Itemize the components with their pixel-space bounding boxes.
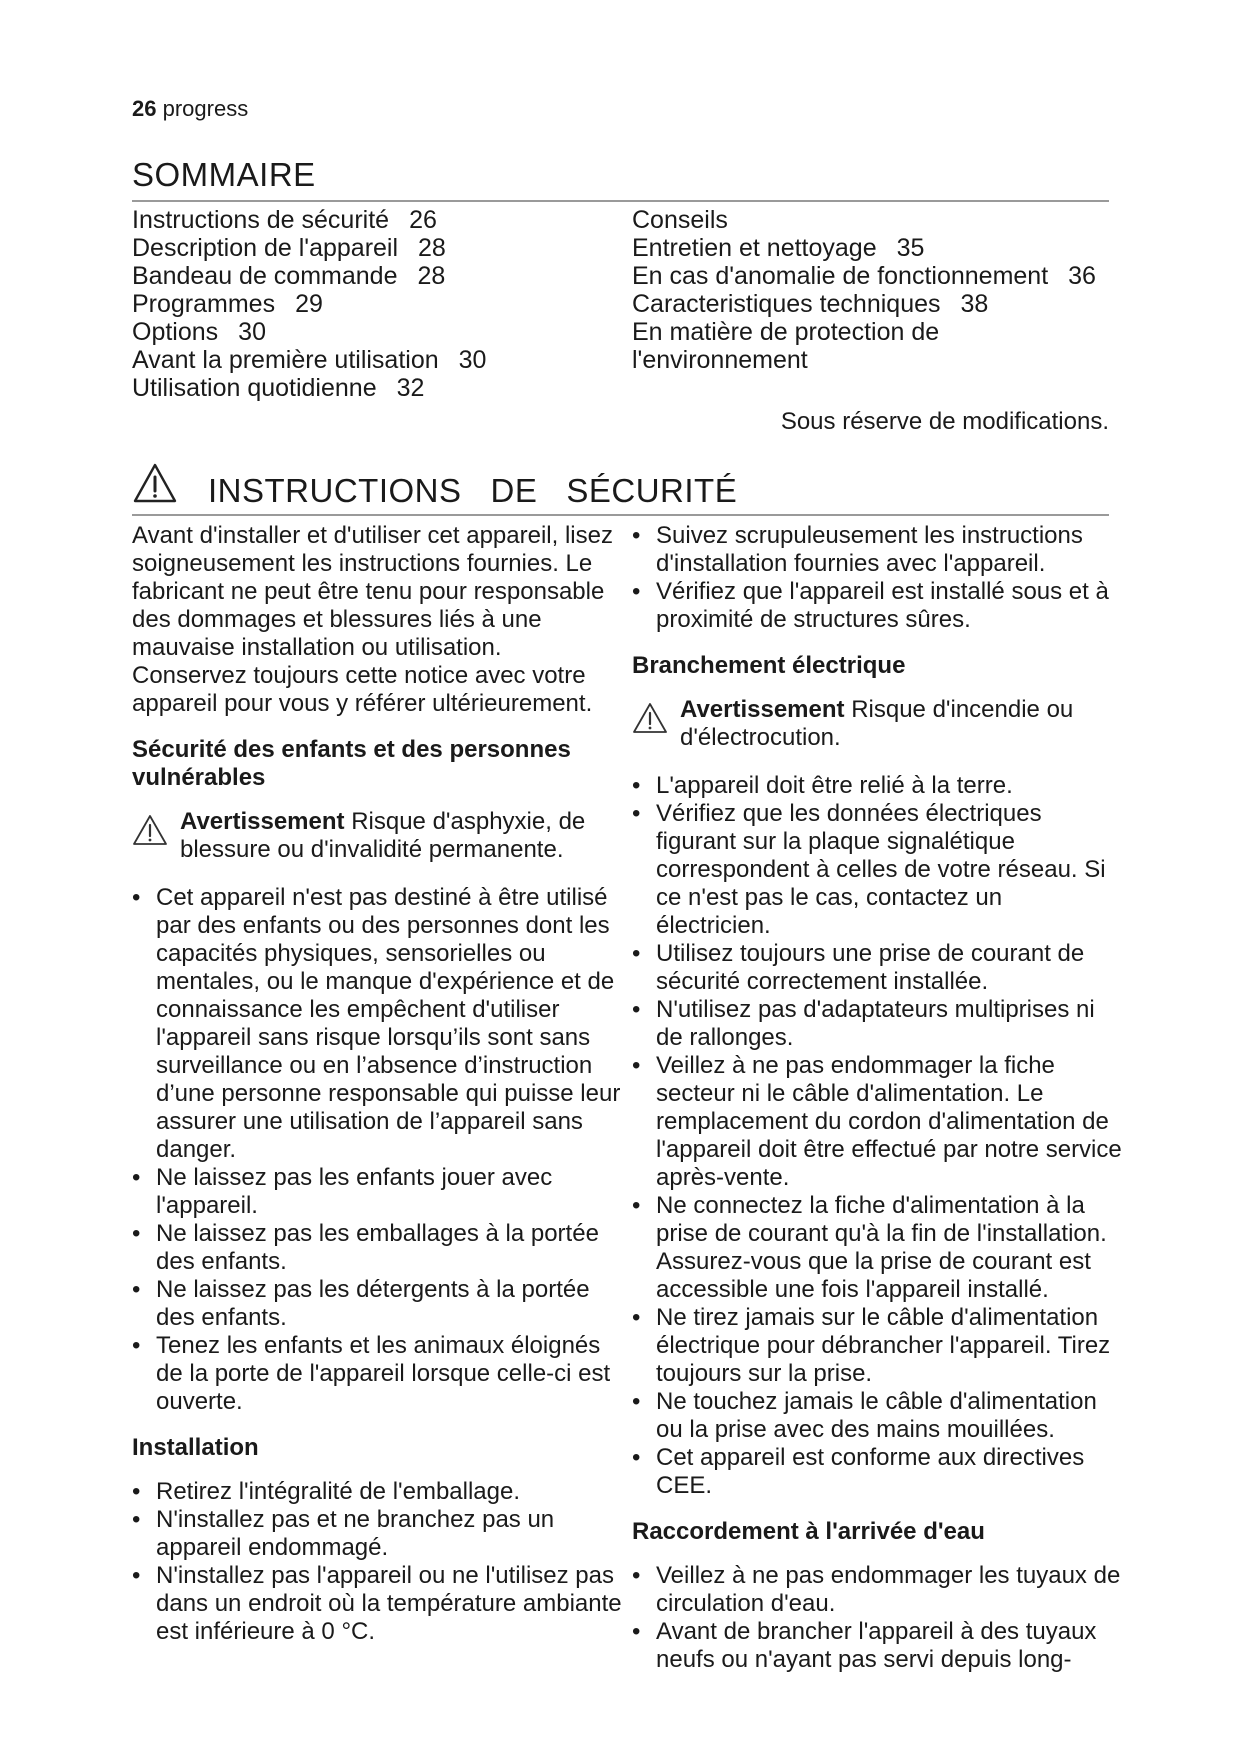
list-item: • Vérifiez que les données électriques figurant sur la plaque signalétique correspondent à celles de votre réseau. Si ce n'est pas le cas, contactez un électricien.: [632, 800, 1122, 940]
list-item: • Ne touchez jamais le câble d'alimentation ou la prise avec des mains mouillées.: [632, 1388, 1122, 1444]
list-item: • L'appareil doit être relié à la terre.: [632, 772, 1122, 800]
list-item: • N'installez pas l'appareil ou ne l'utilisez pas dans un endroit où la température ambiante est inférieure à 0 °C.: [132, 1562, 622, 1646]
list-item: • Ne tirez jamais sur le câble d'alimentation électrique pour débrancher l'appareil. Tirez toujours sur la prise.: [632, 1304, 1122, 1388]
toc-item[interactable]: Utilisation quotidienne 32: [132, 374, 425, 402]
right-column: [632, 522, 1122, 1692]
reserve-note: Sous réserve de modifications.: [780, 408, 1109, 435]
toc-item[interactable]: Description de l'appareil 28: [132, 234, 446, 262]
warning-label: Avertissement: [180, 808, 345, 835]
page-header: [132, 96, 248, 122]
list-item: • Utilisez toujours une prise de courant de sécurité correctement installée.: [632, 940, 1122, 996]
warning-icon: [632, 702, 668, 734]
list-item: • N'installez pas et ne branchez pas un appareil endommagé.: [132, 1506, 622, 1562]
page-number: 26: [132, 96, 157, 121]
toc-item[interactable]: Avant la première utilisation 30: [132, 346, 487, 374]
toc-item[interactable]: Instructions de sécurité 26: [132, 206, 437, 234]
list-item: • Veillez à ne pas endommager les tuyaux de circulation d'eau.: [632, 1562, 1122, 1618]
toc-item[interactable]: Programmes 29: [132, 290, 323, 318]
safety-title: INSTRUCTIONS DE SÉCURITÉ: [208, 472, 738, 509]
list-item: • Veillez à ne pas endommager la fiche secteur ni le câble d'alimentation. Le remplacement du cordon d'alimentation de l'appareil doit être effectué par notre service après-vente.: [632, 1052, 1122, 1192]
toc-item[interactable]: Conseils: [632, 206, 728, 234]
toc-item[interactable]: Bandeau de commande 28: [132, 262, 446, 290]
toc-right: [632, 206, 1096, 374]
list-item: • Ne connectez la fiche d'alimentation à la prise de courant qu'à la fin de l'installation. Assurez-vous que la prise de courant est accessible une fois l'appareil installé.: [632, 1192, 1122, 1304]
water-heading: Raccordement à l'arrivée d'eau: [632, 1518, 985, 1545]
list-item: • Ne laissez pas les détergents à la portée des enfants.: [132, 1276, 622, 1332]
warning-text: Risque d'asphyxie, de blessure ou d'invalidité permanente.: [180, 808, 586, 863]
toc-item[interactable]: En cas d'anomalie de fonctionnement 36: [632, 262, 1096, 290]
children-warning: [132, 808, 622, 864]
water-list: [632, 1562, 1122, 1674]
warning-label: Avertissement: [680, 696, 845, 723]
list-item: • Tenez les enfants et les animaux éloignés de la porte de l'appareil lorsque celle-ci est ouverte.: [132, 1332, 622, 1416]
brand-name: progress: [162, 96, 249, 121]
toc-item[interactable]: En matière de protection de: [632, 318, 940, 346]
children-heading: Sécurité des enfants et des personnes vulnérables: [132, 736, 571, 791]
warning-icon: [132, 814, 168, 846]
installation-list-continued: [632, 522, 1122, 634]
list-item: • Cet appareil est conforme aux directives CEE.: [632, 1444, 1122, 1500]
warning-triangle-icon: [132, 462, 178, 504]
list-item: • Ne laissez pas les enfants jouer avec l'appareil.: [132, 1164, 622, 1220]
list-item: • Vérifiez que l'appareil est installé sous et à proximité de structures sûres.: [632, 578, 1122, 634]
list-item: • N'utilisez pas d'adaptateurs multiprises ni de rallonges.: [632, 996, 1122, 1052]
list-item: • Cet appareil n'est pas destiné à être utilisé par des enfants ou des personnes dont les capacités physiques, sensorielles ou mentales, ou le manque d'expérience et de connaissance les empêchent d'utiliser l'appareil sans risque lorsqu’ils sont sans surveillance ou en l’absence d’instruction d’une personne responsable qui puisse leur assurer une utilisation de l’appareil sans danger.: [132, 884, 622, 1164]
toc-item[interactable]: l'environnement: [632, 346, 808, 374]
toc-item[interactable]: Entretien et nettoyage 35: [632, 234, 925, 262]
installation-heading: Installation: [132, 1434, 259, 1461]
list-item: • Suivez scrupuleusement les instructions d'installation fournies avec l'appareil.: [632, 522, 1122, 578]
list-item: • Avant de brancher l'appareil à des tuyaux neufs ou n'ayant pas servi depuis long-: [632, 1618, 1122, 1674]
list-item: • Ne laissez pas les emballages à la portée des enfants.: [132, 1220, 622, 1276]
installation-list: [132, 1478, 622, 1646]
electric-heading: Branchement électrique: [632, 652, 906, 679]
electric-warning: [632, 696, 1122, 752]
toc-item[interactable]: Caracteristiques techniques 38: [632, 290, 989, 318]
toc-item[interactable]: Options 30: [132, 318, 266, 346]
intro-paragraph: Avant d'installer et d'utiliser cet appareil, lisez soigneusement les instructions fournies. Le fabricant ne peut être tenu pour responsable des dommages et blessures liés à une mauvaise installation ou utilisation. Conservez toujours cette notice avec votre appareil pour vous y référer ultérieurement.: [132, 522, 613, 717]
list-item: • Retirez l'intégralité de l'emballage.: [132, 1478, 622, 1506]
children-list: [132, 884, 622, 1416]
safety-rule: [132, 514, 1109, 516]
toc-left: [132, 206, 486, 402]
sommaire-title: SOMMAIRE: [132, 156, 316, 193]
warning-text: Risque d'incendie ou d'électrocution.: [680, 696, 1074, 751]
electric-list: [632, 772, 1122, 1500]
left-column: [132, 522, 622, 1664]
sommaire-rule: [132, 200, 1109, 202]
